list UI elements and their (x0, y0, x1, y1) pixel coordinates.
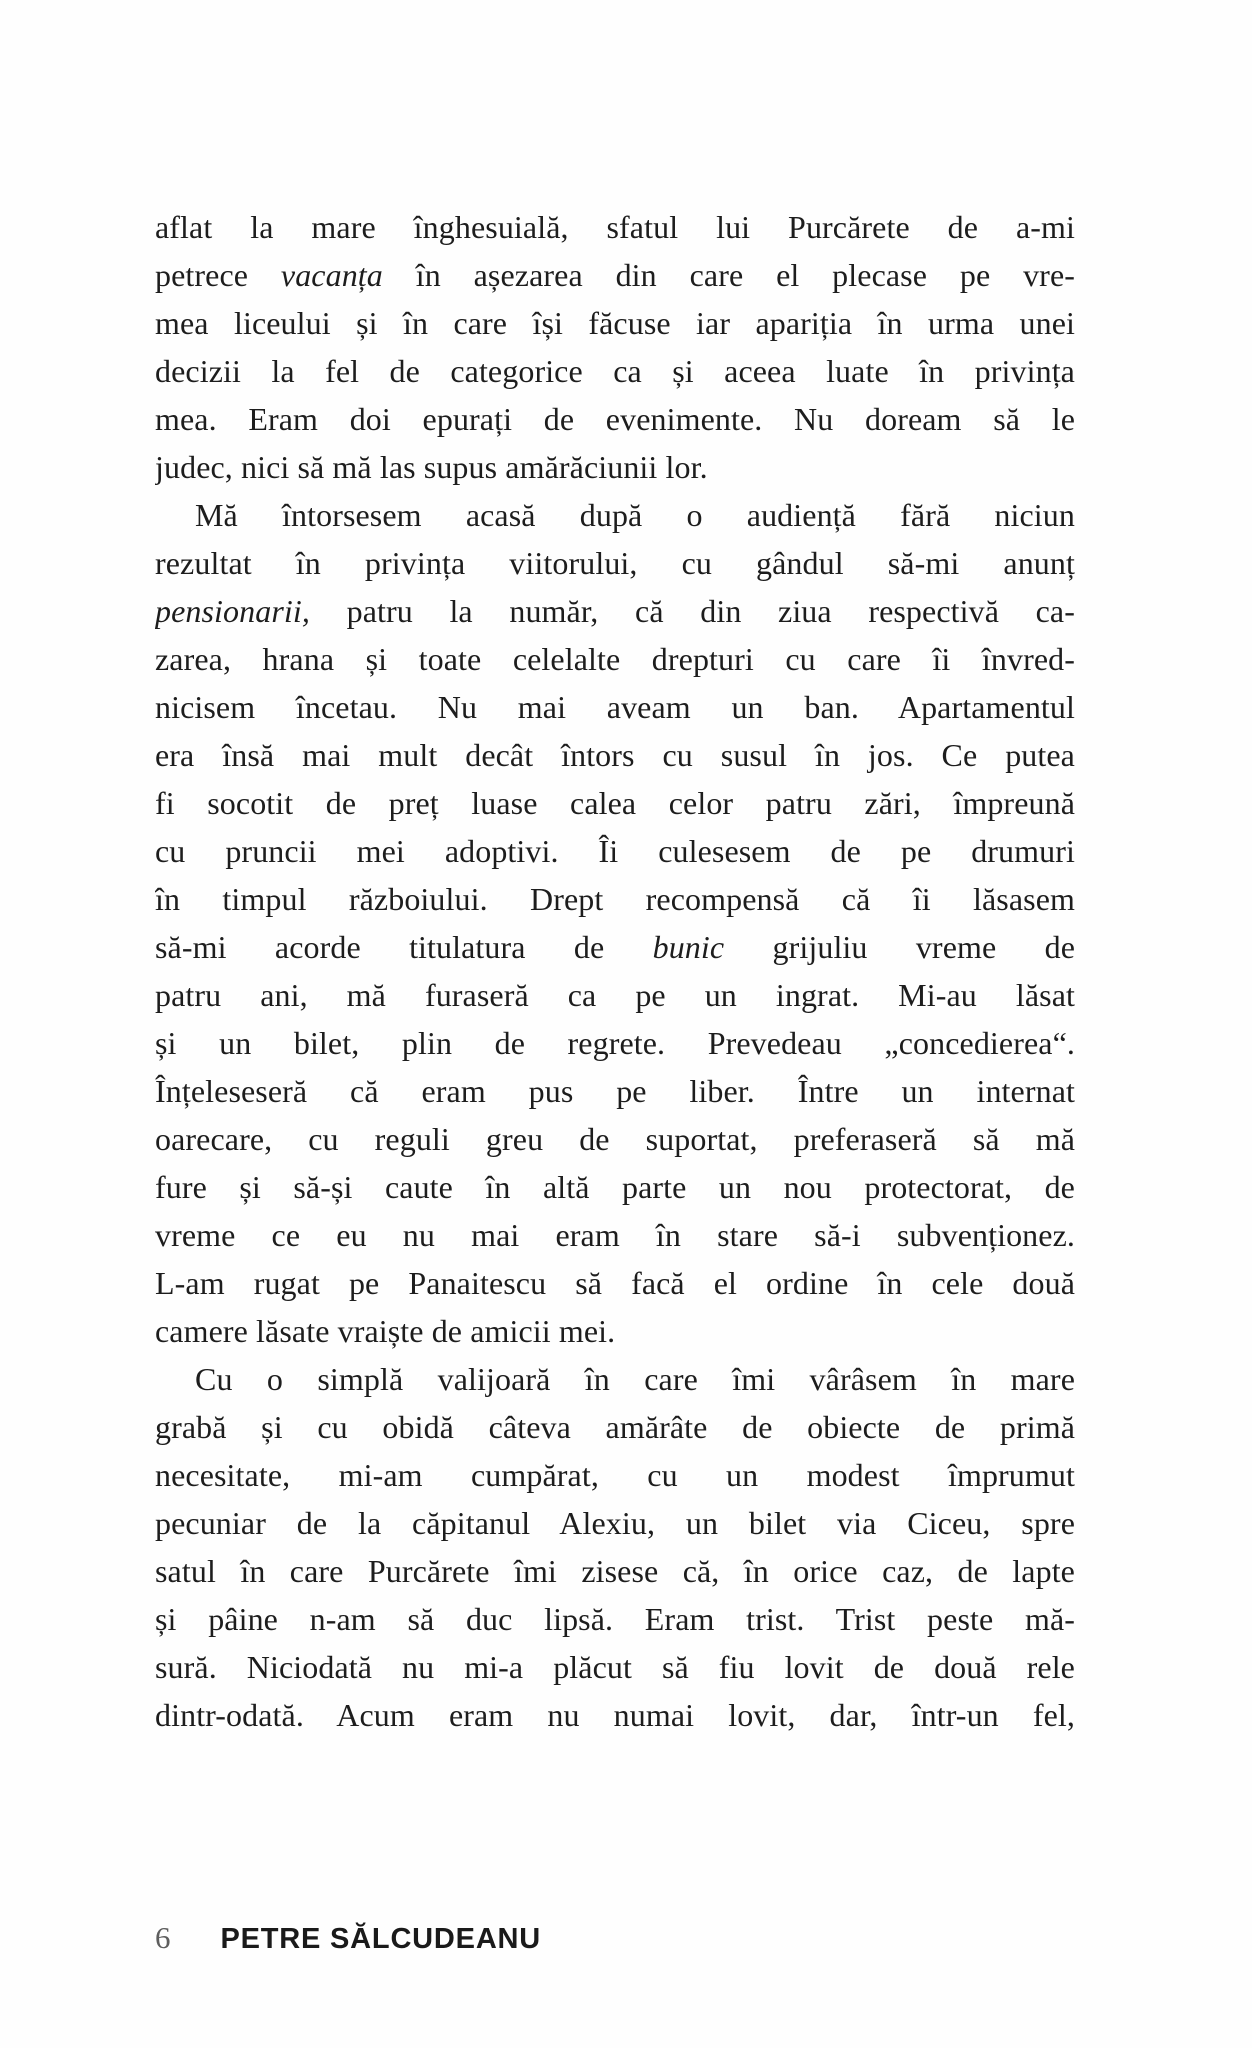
text-line (155, 491, 1075, 539)
text-segment: Cu o simplă valijoară în care îmi vârâsem în mare (195, 1361, 1075, 1397)
text-line (155, 1403, 1075, 1451)
text-segment: în timpul războiului. Drept recompensă că îi lăsasem (155, 881, 1075, 917)
text-line (155, 443, 1075, 491)
text-line (155, 1547, 1075, 1595)
text-line (155, 923, 1075, 971)
text-segment: satul în care Purcărete îmi zisese că, în orice caz, de lapte (155, 1553, 1075, 1589)
text-segment: și un bilet, plin de regrete. Prevedeau „concedierea“. (155, 1025, 1075, 1061)
text-segment: aflat la mare înghesuială, sfatul lui Purcărete de a-mi (155, 209, 1075, 245)
text-segment: era însă mai mult decât întors cu susul în jos. Ce putea (155, 737, 1075, 773)
text-line (155, 1643, 1075, 1691)
text-line (155, 1499, 1075, 1547)
text-line (155, 1211, 1075, 1259)
body-text (155, 203, 1075, 1739)
text-segment: nicisem încetau. Nu mai aveam un ban. Apartamentul (155, 689, 1075, 725)
text-segment: patru la număr, că din ziua respectivă ca- (309, 593, 1075, 629)
text-line (155, 1691, 1075, 1739)
text-line (155, 779, 1075, 827)
text-segment: petrece (155, 257, 281, 293)
page-number: 6 (155, 1920, 171, 1955)
text-line (155, 587, 1075, 635)
text-line (155, 1259, 1075, 1307)
italic-segment: vacanța (280, 257, 383, 293)
text-line (155, 1595, 1075, 1643)
text-line (155, 539, 1075, 587)
text-line (155, 251, 1075, 299)
text-segment: fi socotit de preț luase calea celor patru zări, împreună (155, 785, 1075, 821)
text-segment: pecuniar de la căpitanul Alexiu, un bilet via Ciceu, spre (155, 1505, 1075, 1541)
text-segment: L-am rugat pe Panaitescu să facă el ordine în cele două (155, 1265, 1075, 1301)
text-segment: în așezarea din care el plecase pe vre- (382, 257, 1075, 293)
text-segment: oarecare, cu reguli greu de suportat, preferaseră să mă (155, 1121, 1075, 1157)
text-line (155, 299, 1075, 347)
text-line (155, 347, 1075, 395)
text-line (155, 1451, 1075, 1499)
text-segment: dintr-odată. Acum eram nu numai lovit, dar, într-un fel, (155, 1697, 1075, 1733)
text-segment: zarea, hrana și toate celelalte drepturi cu care îi învred- (155, 641, 1075, 677)
page-footer (155, 1920, 1085, 1957)
text-segment: mea. Eram doi epurați de evenimente. Nu doream să le (155, 401, 1075, 437)
running-title: PETRE SĂLCUDEANU (220, 1923, 542, 1955)
text-segment: patru ani, mă furaseră ca pe un ingrat. Mi-au lăsat (155, 977, 1075, 1013)
text-segment: vreme ce eu nu mai eram în stare să-i subvenționez. (155, 1217, 1075, 1253)
text-line (155, 1019, 1075, 1067)
text-segment: mea liceului și în care își făcuse iar apariția în urma unei (155, 305, 1075, 341)
text-segment: Înțeleseseră că eram pus pe liber. Între un internat (155, 1073, 1075, 1109)
text-segment: necesitate, mi-am cumpărat, cu un modest împrumut (155, 1457, 1075, 1493)
text-segment: grabă și cu obidă câteva amărâte de obiecte de primă (155, 1409, 1075, 1445)
text-line (155, 971, 1075, 1019)
text-line (155, 683, 1075, 731)
italic-segment: pensionarii, (155, 593, 310, 629)
text-line (155, 395, 1075, 443)
text-line (155, 203, 1075, 251)
text-line (155, 1115, 1075, 1163)
text-segment: sură. Niciodată nu mi-a plăcut să fiu lovit de două rele (155, 1649, 1075, 1685)
text-segment: rezultat în privința viitorului, cu gândul să-mi anunț (155, 545, 1075, 581)
text-segment: cu pruncii mei adoptivi. Îi culesesem de pe drumuri (155, 833, 1075, 869)
text-line (155, 1355, 1075, 1403)
text-segment: judec, nici să mă las supus amărăciunii lor. (155, 449, 708, 485)
text-segment: camere lăsate vraiște de amicii mei. (155, 1313, 616, 1349)
text-line (155, 875, 1075, 923)
text-segment: decizii la fel de categorice ca și aceea luate în privința (155, 353, 1075, 389)
text-segment: grijuliu vreme de (724, 929, 1075, 965)
text-line (155, 1163, 1075, 1211)
text-line (155, 635, 1075, 683)
text-line (155, 731, 1075, 779)
text-segment: fure și să-și caute în altă parte un nou protectorat, de (155, 1169, 1075, 1205)
text-segment: și pâine n-am să duc lipsă. Eram trist. Trist peste mă- (155, 1601, 1075, 1637)
text-segment: să-mi acorde titulatura de (155, 929, 653, 965)
text-line (155, 827, 1075, 875)
italic-segment: bunic (652, 929, 725, 965)
text-line (155, 1307, 1075, 1355)
text-line (155, 1067, 1075, 1115)
text-segment: Mă întorsesem acasă după o audiență fără niciun (195, 497, 1075, 533)
